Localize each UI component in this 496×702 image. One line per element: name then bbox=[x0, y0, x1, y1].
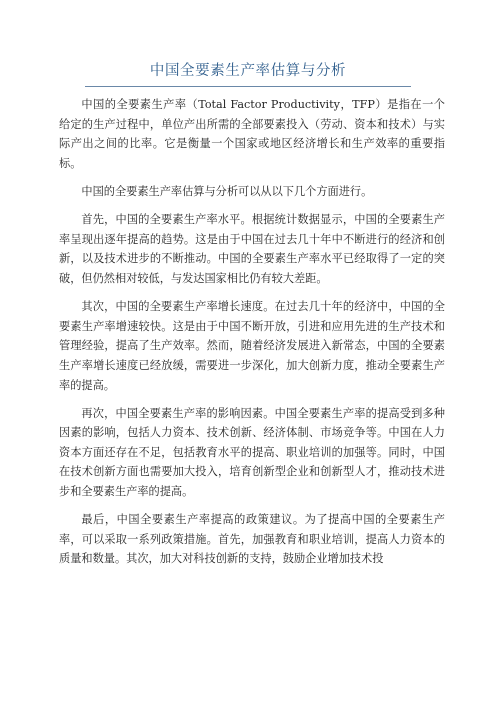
paragraph-second: 其次，中国的全要素生产率增长速度。在过去几十年的经济中，中国的全要素生产率增速较快。这是由于中国不断开放，引进和应用先进的生产技术和管理经验，提高了生产效率。然而，随着经济发展进入新常态，中国的全要素生产率增长速度已经放缓，需要进一步深化，加大创新力度，推动全要素生产率的提高。 bbox=[59, 300, 445, 392]
title-divider bbox=[85, 86, 411, 87]
document-title: 中国全要素生产率估算与分析 bbox=[149, 63, 347, 79]
paragraph-definition: 中国的全要素生产率（Total Factor Productivity，TFP）是指在一个给定的生产过程中，单位产出所需的全部要素投入（劳动、资本和技术）与实际产出之间的比率。它是衡量一个国家或地区经济增长和生产效率的重要指标。 bbox=[59, 98, 445, 170]
paragraph-last: 最后，中国全要素生产率提高的政策建议。为了提高中国的全要素生产率，可以采取一系列政策措施。首先，加强教育和职业培训，提高人力资本的质量和数量。其次，加大对科技创新的支持，鼓励企业增加技术投 bbox=[59, 513, 445, 566]
paragraph-intro: 中国的全要素生产率估算与分析可以从以下几个方面进行。 bbox=[81, 184, 373, 198]
paragraph-first: 首先，中国的全要素生产率水平。根据统计数据显示，中国的全要素生产率呈现出逐年提高的趋势。这是由于中国在过去几十年中不断进行的经济和创新，以及技术进步的不断推动。中国的全要素生产率水平已经取得了一定的突破，但仍然相对较低，与发达国家相比仍有较大差距。 bbox=[59, 213, 445, 285]
document-body bbox=[59, 95, 445, 578]
paragraph-third: 再次，中国全要素生产率的影响因素。中国全要素生产率的提高受到多种因素的影响，包括人力资本、技术创新、经济体制、市场竞争等。中国在人力资本方面还存在不足，包括教育水平的提高、职业培训的加强等。同时，中国在技术创新方面也需要加大投入，培育创新型企业和创新型人才，推动技术进步和全要素生产率的提高。 bbox=[59, 406, 445, 499]
